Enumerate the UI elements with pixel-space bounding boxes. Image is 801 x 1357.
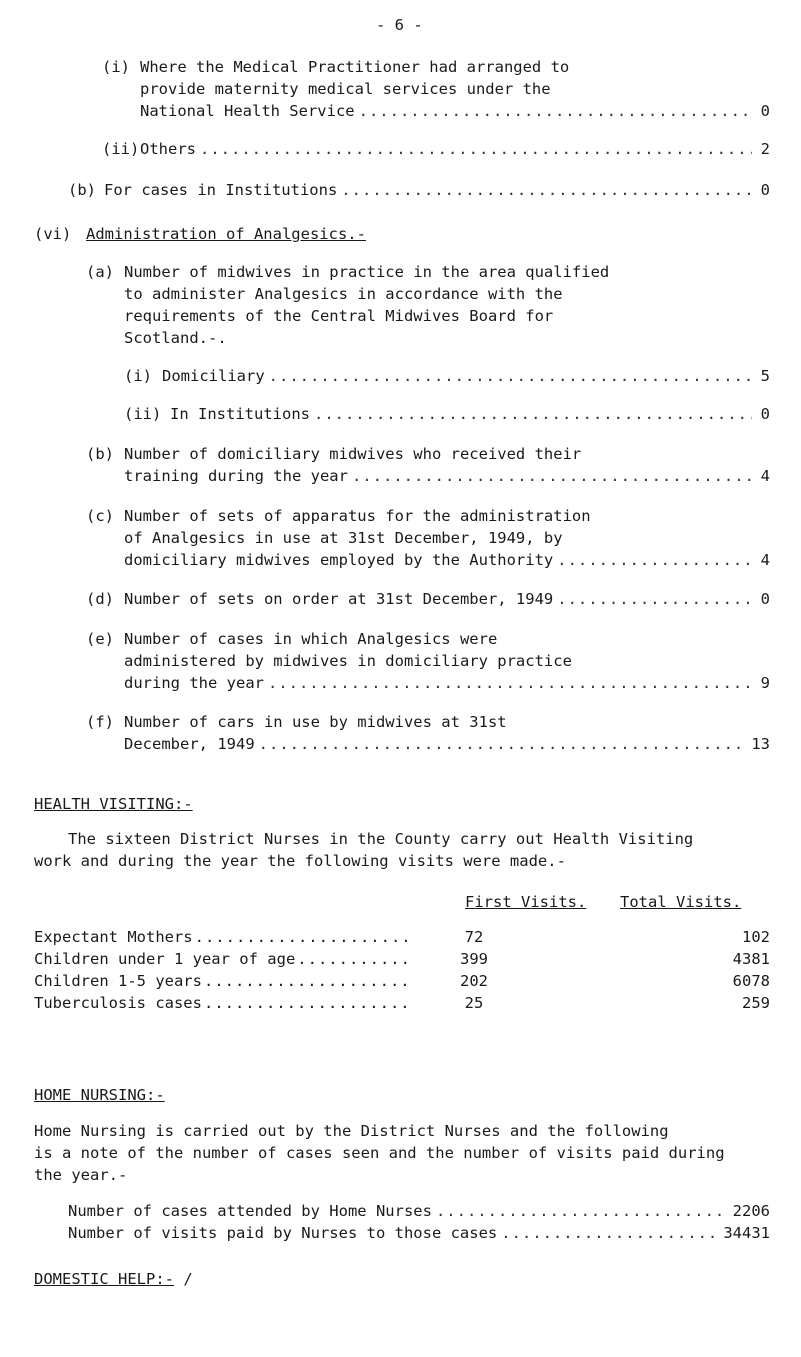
vi-c-row (124, 551, 770, 569)
leader-dots (359, 102, 752, 120)
row-total-visits: 6078 (732, 972, 770, 990)
vi-a-line2: to administer Analgesics in accordance with the (124, 285, 563, 303)
page-number: - 6 - (376, 16, 423, 34)
leader-dots (200, 140, 752, 158)
table-header-total: Total Visits. (620, 893, 742, 911)
table-row (34, 994, 770, 1016)
vi-a-ii-value: 0 (760, 405, 770, 423)
health-visiting-para-line2: work and during the year the following visits were made.- (34, 852, 566, 870)
item-i-value: 0 (760, 102, 770, 120)
item-ii-value: 2 (760, 140, 770, 158)
vi-d-value: 0 (760, 590, 770, 608)
vi-c-line2: of Analgesics in use at 31st December, 1949, by (124, 529, 563, 547)
vi-a-line3: requirements of the Central Midwives Board for (124, 307, 554, 325)
row-first-visits: 72 (464, 928, 484, 946)
cases-value: 2206 (732, 1202, 770, 1220)
vi-e-line2: administered by midwives in domiciliary practice (124, 652, 572, 670)
vi-f-marker: (f) (86, 713, 114, 731)
vi-f-line2: December, 1949 (124, 735, 255, 753)
vi-d-label: Number of sets on order at 31st December, 1949 (124, 590, 554, 608)
vi-a-ii-marker: (ii) (124, 405, 162, 423)
leader-dots (204, 994, 414, 1012)
vi-e-marker: (e) (86, 630, 114, 648)
row-first-visits: 25 (464, 994, 484, 1012)
vi-b-marker: (b) (86, 445, 114, 463)
leader-dots (297, 950, 414, 968)
home-nursing-heading: HOME NURSING:- (34, 1086, 165, 1104)
vi-f-value: 13 (751, 735, 770, 753)
table-row (34, 950, 770, 972)
row-label: Tuberculosis cases (34, 994, 202, 1012)
section-vi-heading: Administration of Analgesics.- (86, 225, 366, 243)
vi-a-line4: Scotland.-. (124, 329, 227, 347)
vi-f-row (124, 735, 770, 753)
health-visiting-heading: HEALTH VISITING:- (34, 795, 193, 813)
vi-b-row (124, 467, 770, 485)
leader-dots (268, 674, 752, 692)
vi-c-marker: (c) (86, 507, 114, 525)
item-ii-label: Others (140, 140, 196, 158)
item-b-inst-marker: (b) (68, 181, 96, 199)
item-i-line3: National Health Service (140, 102, 355, 120)
item-i-marker: (i) (102, 58, 130, 76)
vi-a-i-marker: (i) (124, 367, 152, 385)
vi-c-line3: domiciliary midwives employed by the Authority (124, 551, 554, 569)
vi-e-value: 9 (760, 674, 770, 692)
leader-dots (204, 972, 414, 990)
leader-dots (436, 1202, 729, 1220)
home-nursing-visits-row (68, 1224, 770, 1242)
vi-c-value: 4 (760, 551, 770, 569)
home-nursing-para-line2: is a note of the number of cases seen and the number of visits paid during (34, 1144, 725, 1162)
item-i-line2: provide maternity medical services under the (140, 80, 551, 98)
continuation-mark: / (183, 1270, 193, 1288)
row-total-visits: 102 (742, 928, 770, 946)
home-nursing-para-line1: Home Nursing is carried out by the District Nurses and the following (34, 1122, 669, 1140)
vi-a-i-label: Domiciliary (162, 367, 265, 385)
leader-dots (341, 181, 752, 199)
section-vi-marker: (vi) (34, 225, 72, 243)
vi-b-line1: Number of domiciliary midwives who received their (124, 445, 582, 463)
row-label: Expectant Mothers (34, 928, 193, 946)
domestic-help-row (34, 1270, 193, 1288)
leader-dots (259, 735, 748, 753)
vi-d-marker: (d) (86, 590, 114, 608)
vi-a-line1: Number of midwives in practice in the area qualified (124, 263, 610, 281)
domestic-help-heading: DOMESTIC HELP:- (34, 1270, 174, 1288)
leader-dots (314, 405, 752, 423)
vi-e-line3: during the year (124, 674, 264, 692)
row-total-visits: 4381 (732, 950, 770, 968)
row-first-visits: 399 (460, 950, 488, 968)
vi-b-line2: training during the year (124, 467, 348, 485)
vi-b-value: 4 (760, 467, 770, 485)
vi-a-i-value: 5 (760, 367, 770, 385)
vi-d-row (124, 590, 770, 608)
row-label: Children 1-5 years (34, 972, 202, 990)
leader-dots (501, 1224, 719, 1242)
leader-dots (195, 928, 414, 946)
item-i-row (140, 102, 770, 120)
visits-value: 34431 (723, 1224, 770, 1242)
vi-a-ii-row (170, 405, 770, 423)
row-first-visits: 202 (460, 972, 488, 990)
item-b-inst-label: For cases in Institutions (104, 181, 338, 199)
vi-f-line1: Number of cars in use by midwives at 31st (124, 713, 507, 731)
row-total-visits: 259 (742, 994, 770, 1012)
table-row (34, 928, 770, 950)
home-nursing-para-line3: the year.- (34, 1166, 128, 1184)
vi-a-i-row (162, 367, 770, 385)
item-b-inst-row (104, 181, 770, 199)
visits-label: Number of visits paid by Nurses to those cases (68, 1224, 498, 1242)
vi-c-line1: Number of sets of apparatus for the administration (124, 507, 591, 525)
leader-dots (352, 467, 752, 485)
leader-dots (269, 367, 752, 385)
item-i-line1: Where the Medical Practitioner had arranged to (140, 58, 570, 76)
item-ii-row (140, 140, 770, 158)
cases-label: Number of cases attended by Home Nurses (68, 1202, 432, 1220)
vi-a-marker: (a) (86, 263, 114, 281)
visits-table (34, 928, 770, 1016)
leader-dots (557, 551, 752, 569)
item-ii-marker: (ii) (102, 140, 140, 158)
home-nursing-cases-row (68, 1202, 770, 1220)
vi-a-ii-label: In Institutions (170, 405, 310, 423)
table-header-first: First Visits. (465, 893, 587, 911)
vi-e-line1: Number of cases in which Analgesics were (124, 630, 498, 648)
leader-dots (557, 590, 752, 608)
row-label: Children under 1 year of age (34, 950, 296, 968)
vi-e-row (124, 674, 770, 692)
item-b-inst-value: 0 (760, 181, 770, 199)
table-row (34, 972, 770, 994)
health-visiting-para-line1: The sixteen District Nurses in the County carry out Health Visiting (68, 830, 694, 848)
